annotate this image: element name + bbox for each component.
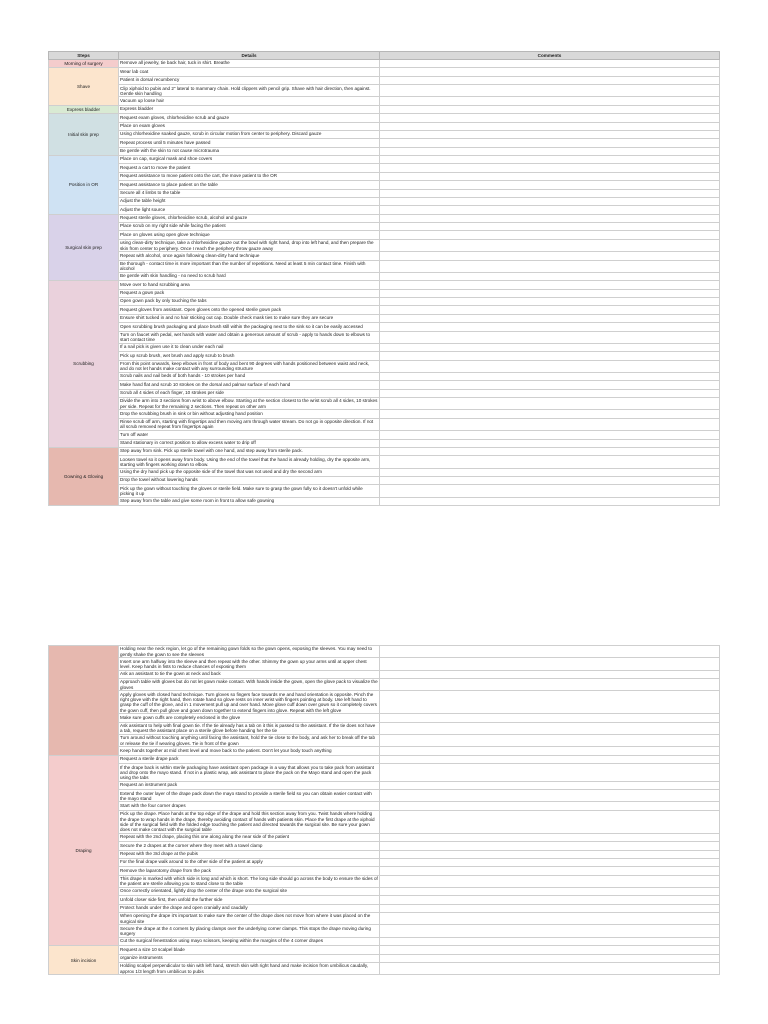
table-row xyxy=(49,714,720,722)
table-row xyxy=(49,85,720,97)
comments-cell[interactable] xyxy=(380,76,720,84)
comments-cell[interactable] xyxy=(380,181,720,189)
details-cell[interactable]: Pick up scrub brush, wet brush and apply scrub to brush xyxy=(119,352,380,360)
table-row xyxy=(49,875,720,887)
details-cell[interactable]: Protect hands under the drape and open cranially and caudally xyxy=(119,904,380,912)
table-row xyxy=(49,398,720,410)
details-cell[interactable]: Start with the four corner drapes xyxy=(119,802,380,810)
details-cell[interactable]: Request assistance to move patient onto the cart, the move patient to the OR xyxy=(119,172,380,180)
details-cell[interactable]: Place scrub on my right side while facing the patient xyxy=(119,223,380,231)
details-cell[interactable]: Rinse scrub off arm, starting with fingertips and then moving arm through water stream. Do not go in opposite direction. If not all scrub removed repeat from fingertips again xyxy=(119,418,380,430)
comments-cell[interactable] xyxy=(380,722,720,734)
details-cell[interactable]: Clip xiphoid to pubis and 2" lateral to mammary chain. Hold clippers with pencil grip. Shave with hair direction, then against. Gentle skin handling xyxy=(119,85,380,97)
comments-cell[interactable] xyxy=(380,314,720,322)
comments-cell[interactable] xyxy=(380,352,720,360)
comments-cell[interactable] xyxy=(380,231,720,239)
column-header-steps[interactable]: Steps xyxy=(49,52,119,60)
details-cell[interactable]: Extend the outer layer of the drape pack down the mayo stand to provide a sterile field so you can obtain easier contact with the mayo stand xyxy=(119,790,380,802)
details-cell[interactable]: Holding scalpel perpendicular to skin with left hand, stretch skin with right hand and make incision from umbilicus caudally, approx 1/3 length from umbilicus to pubis xyxy=(119,962,380,974)
details-cell[interactable]: Stand stationary in correct position to allow excess water to drip off xyxy=(119,439,380,447)
comments-cell[interactable] xyxy=(380,272,720,280)
details-cell[interactable]: Turn around without touching anything until facing the assistant, hold the tie close to the body, and ask her to break off the tab or release the tie if wearing gloves. Tie in front of the gown xyxy=(119,735,380,747)
details-cell[interactable]: Be gentle with skin handling - no need to scrub hard xyxy=(119,272,380,280)
table-row xyxy=(49,189,720,197)
table-row xyxy=(49,937,720,945)
procedure-table-page-2 xyxy=(48,645,720,975)
table-row xyxy=(49,289,720,297)
table-row xyxy=(49,272,720,280)
table-row xyxy=(49,810,720,833)
comments-cell[interactable] xyxy=(380,372,720,380)
details-cell[interactable]: Drop the scrubbing brush in sink or bin without adjusting hand position xyxy=(119,410,380,418)
step-cell[interactable]: Initial skin prep xyxy=(49,114,119,156)
table-row xyxy=(49,431,720,439)
details-cell[interactable]: Request sterile gloves, chlorhexidine scrub, alcohol and gauze xyxy=(119,214,380,222)
comments-cell[interactable] xyxy=(380,887,720,895)
details-cell[interactable]: Turn on faucet with pedal, wet hands with water and obtain a generous amount of scrub - apply to hands down to elbows to start contact time xyxy=(119,331,380,343)
table-row xyxy=(49,197,720,205)
comments-cell[interactable] xyxy=(380,833,720,841)
details-cell[interactable]: Place on gloves using open glove technique xyxy=(119,231,380,239)
details-cell[interactable]: Request an instrument pack xyxy=(119,781,380,789)
table-body xyxy=(49,646,720,975)
table-row xyxy=(49,456,720,468)
details-cell[interactable]: organize instruments xyxy=(119,954,380,962)
comments-cell[interactable] xyxy=(380,289,720,297)
step-cell[interactable]: Surgical skin prep xyxy=(49,214,119,281)
details-cell[interactable]: Wear lab coat xyxy=(119,68,380,76)
table-header-row xyxy=(49,52,720,60)
comments-cell[interactable] xyxy=(380,223,720,231)
comments-cell[interactable] xyxy=(380,954,720,962)
table-row xyxy=(49,314,720,322)
details-cell[interactable]: Pick up the gown without touching the gloves or sterile field. Make sure to grasp the gown fully so it doesn't unfold while picking it up xyxy=(119,485,380,497)
table-row xyxy=(49,790,720,802)
comments-cell[interactable] xyxy=(380,252,720,260)
comments-cell[interactable] xyxy=(380,810,720,833)
table-row xyxy=(49,352,720,360)
step-cell[interactable]: Gowning & Gloving xyxy=(49,447,119,505)
column-header-comments[interactable]: Comments xyxy=(380,52,720,60)
comments-cell[interactable] xyxy=(380,197,720,205)
comments-cell[interactable] xyxy=(380,323,720,331)
details-cell[interactable]: Be gentle with the skin to not cause microtrauma xyxy=(119,147,380,155)
table-row xyxy=(49,360,720,372)
table-row xyxy=(49,887,720,895)
details-cell[interactable]: Using chlorhexidine soaked gauze, scrub in circular motion from center to periphery. Discard gauze xyxy=(119,130,380,138)
details-cell[interactable]: From this point onwards, keep elbows in front of body and bent 90 degrees with hands positioned between waist and neck, and do not let hands make contact with any surrounding structure xyxy=(119,360,380,372)
comments-cell[interactable] xyxy=(380,658,720,670)
table-row xyxy=(49,323,720,331)
details-cell[interactable]: Cut the surgical fenestration using mayo scissors, keeping within the margins of the 4 corner drapes xyxy=(119,937,380,945)
table-row xyxy=(49,946,720,954)
comments-cell[interactable] xyxy=(380,156,720,164)
table-row xyxy=(49,850,720,858)
table-row xyxy=(49,646,720,658)
table-row xyxy=(49,164,720,172)
comments-cell[interactable] xyxy=(380,913,720,925)
table-row xyxy=(49,867,720,875)
details-cell[interactable]: Scrub all 4 sides of each finger, 10 strokes per side xyxy=(119,389,380,397)
comments-cell[interactable] xyxy=(380,842,720,850)
table-row xyxy=(49,331,720,343)
table-row xyxy=(49,447,720,455)
table-row xyxy=(49,372,720,380)
details-cell[interactable]: Request gloves from assistant. Open gloves onto the opened sterile gown pack xyxy=(119,306,380,314)
procedure-table-page-1 xyxy=(48,51,720,506)
comments-cell[interactable] xyxy=(380,298,720,306)
table-row xyxy=(49,306,720,314)
step-cell[interactable]: Scrubbing xyxy=(49,281,119,448)
table-row xyxy=(49,904,720,912)
table-row xyxy=(49,858,720,866)
table-row xyxy=(49,439,720,447)
details-cell[interactable]: Scrub nails and nail beds of both hands - 10 strokes per hand xyxy=(119,372,380,380)
table-row xyxy=(49,114,720,122)
details-cell[interactable]: Keep hands together at mid chest level and move back to the patient. Don't let your body touch anything xyxy=(119,747,380,755)
comments-cell[interactable] xyxy=(380,962,720,974)
step-cell[interactable]: Skin incision xyxy=(49,946,119,975)
comments-cell[interactable] xyxy=(380,122,720,130)
table-row xyxy=(49,410,720,418)
table-row xyxy=(49,802,720,810)
details-cell[interactable]: Apply gloves with closed hand technique. Turn gloves so fingers face towards me and hand orientation is opposite. Pinch the right glove with the right hand, then rotate hand so glove rests on inner wrist with fingers pointing at body. Use left hand to grasp the cuff of the glove, and in 1 movement pull up and over hand. Move glove cuff down over gown so it completely covers the gown cuff, then pull glove and gown down together to extend fingers into glove. Repeat with the left glove xyxy=(119,691,380,714)
comments-cell[interactable] xyxy=(380,875,720,887)
table-row xyxy=(49,60,720,68)
step-cell[interactable]: Morning of surgery xyxy=(49,60,119,68)
comments-cell[interactable] xyxy=(380,331,720,343)
details-cell[interactable]: Loosen towel so it opens away from body. Using the end of the towel that the hand is already holding, dry the opposite arm, starting with fingers working down to elbow. xyxy=(119,456,380,468)
table-row xyxy=(49,260,720,272)
comments-cell[interactable] xyxy=(380,735,720,747)
comments-cell[interactable] xyxy=(380,714,720,722)
table-row xyxy=(49,962,720,974)
details-cell[interactable]: Turn off water xyxy=(119,431,380,439)
comments-cell[interactable] xyxy=(380,85,720,97)
details-cell[interactable]: Request assistance to place patient on the table xyxy=(119,181,380,189)
table-row xyxy=(49,252,720,260)
comments-cell[interactable] xyxy=(380,904,720,912)
details-cell[interactable]: Patient in dorsal recumbency xyxy=(119,76,380,84)
table-row xyxy=(49,913,720,925)
comments-cell[interactable] xyxy=(380,97,720,105)
comments-cell[interactable] xyxy=(380,477,720,485)
table-row xyxy=(49,147,720,155)
table-row xyxy=(49,381,720,389)
table-body xyxy=(49,60,720,506)
table-row xyxy=(49,231,720,239)
details-cell[interactable]: Make sure gown cuffs are completely enclosed in the glove xyxy=(119,714,380,722)
details-cell[interactable]: Unfold closer side first, then unfold the further side xyxy=(119,896,380,904)
comments-cell[interactable] xyxy=(380,172,720,180)
table-row xyxy=(49,139,720,147)
comments-cell[interactable] xyxy=(380,679,720,691)
comments-cell[interactable] xyxy=(380,214,720,222)
comments-cell[interactable] xyxy=(380,790,720,802)
details-cell[interactable]: This drape is marked with which side is long and which is short. The long side should go across the body to ensure the sides of the patient are sterile allowing you to stand close to the table xyxy=(120,876,378,887)
comments-cell[interactable] xyxy=(380,343,720,351)
table-row xyxy=(49,76,720,84)
table-row xyxy=(49,156,720,164)
comments-cell[interactable] xyxy=(380,189,720,197)
table-row xyxy=(49,658,720,670)
details-cell[interactable]: Repeat with the 3rd drape at the pubis xyxy=(119,850,380,858)
comments-cell[interactable] xyxy=(380,398,720,410)
table-row xyxy=(49,68,720,76)
comments-cell[interactable] xyxy=(380,456,720,468)
comments-cell[interactable] xyxy=(380,164,720,172)
comments-cell[interactable] xyxy=(380,468,720,476)
comments-cell[interactable] xyxy=(380,60,720,68)
details-cell[interactable]: Using the dry hand pick up the opposite side of the towel that was not used and dry the second arm xyxy=(119,468,380,476)
comments-cell[interactable] xyxy=(380,802,720,810)
details-cell[interactable]: Request a sterile drape pack xyxy=(119,755,380,763)
comments-cell[interactable] xyxy=(380,867,720,875)
comments-cell[interactable] xyxy=(380,447,720,455)
table-row xyxy=(49,954,720,962)
comments-cell[interactable] xyxy=(380,781,720,789)
table-row xyxy=(49,477,720,485)
table-row xyxy=(49,105,720,113)
details-cell[interactable]: Request a cart to move the patient xyxy=(119,164,380,172)
details-cell[interactable]: Make hand flat and scrub 10 strokes on the dorsal and palmar surface of each hand xyxy=(119,381,380,389)
comments-cell[interactable] xyxy=(380,139,720,147)
table-row xyxy=(49,281,720,289)
table-row xyxy=(49,97,720,105)
step-cell[interactable]: Shave xyxy=(49,68,119,105)
details-cell[interactable]: Ask assistant to help with final gown tie. If the tie already has a tab on it this is passed to the assistant. If the tie does not have a tab, request the assistant place on a sterile glove before handing her the tie xyxy=(119,722,380,734)
details-cell[interactable]: Open gown pack by only touching the tabs xyxy=(119,298,380,306)
details-cell[interactable]: Repeat with alcohol, once again following clean-dirty hand technique xyxy=(119,252,380,260)
table-row xyxy=(49,389,720,397)
details-cell[interactable]: Open scrubbing brush packaging and place brush still within the packaging next to the sink so it can be easily accessed xyxy=(119,323,380,331)
details-cell[interactable]: Repeat with the 2nd drape, placing this one along along the near side of the patient xyxy=(119,833,380,841)
comments-cell[interactable] xyxy=(380,850,720,858)
table-row xyxy=(49,781,720,789)
details-cell[interactable]: Place on exam gloves xyxy=(119,122,380,130)
details-cell[interactable]: Be thorough - contact time is more important than the number of repetitions. Need at least 5 min contact time. Finish with alcohol xyxy=(119,260,380,272)
comments-cell[interactable] xyxy=(380,68,720,76)
table-row xyxy=(49,468,720,476)
comments-cell[interactable] xyxy=(380,147,720,155)
table-row xyxy=(49,679,720,691)
table-row xyxy=(49,206,720,214)
details-cell[interactable]: Secure all 4 limbs to the table xyxy=(119,189,380,197)
details-cell[interactable]: Request a gown pack xyxy=(119,289,380,297)
details-cell[interactable]: When opening the drape it's important to make sure the center of the drape does not move from where it was placed on the surgical site xyxy=(119,913,380,925)
details-cell[interactable]: Remove the laparotomy drape from the pack xyxy=(119,867,380,875)
details-cell[interactable]: Step away from the table and give some room in front to allow safe gowning xyxy=(119,497,380,505)
comments-cell[interactable] xyxy=(380,206,720,214)
table-row xyxy=(49,691,720,714)
comments-cell[interactable] xyxy=(380,485,720,497)
details-cell[interactable]: Ensure shirt tucked in and no hair sticking out cap. Double check mask ties to make sure they are secure xyxy=(119,314,380,322)
table-row xyxy=(49,670,720,678)
comments-cell[interactable] xyxy=(380,646,720,658)
comments-cell[interactable] xyxy=(380,306,720,314)
details-cell[interactable]: Vacuum up loose hair xyxy=(119,97,380,105)
details-cell[interactable]: Secure the drape at the 4 corners by placing clamps over the underlying corner clamps. This stops the drape moving during surgery xyxy=(119,925,380,937)
comments-cell[interactable] xyxy=(380,670,720,678)
comments-cell[interactable] xyxy=(380,896,720,904)
comments-cell[interactable] xyxy=(380,105,720,113)
table-row xyxy=(49,223,720,231)
details-cell[interactable]: If a nail pick is given use it to clean under each nail xyxy=(119,343,380,351)
details-cell[interactable]: Adjust the table height xyxy=(119,197,380,205)
comments-cell[interactable] xyxy=(380,114,720,122)
table-row xyxy=(49,343,720,351)
details-cell[interactable]: Express bladder xyxy=(119,105,380,113)
comments-cell[interactable] xyxy=(380,747,720,755)
comments-cell[interactable] xyxy=(380,937,720,945)
table-row xyxy=(49,181,720,189)
details-cell[interactable]: Pick up the drape. Place hands at the top edge of the drape and hold this section away from you. Twist hands where holding the drape to wrap hands in the drape, thereby avoiding contact of hands with patients skin. Place the first drape at the xiphoid side of the surgical field with the folded edge touching the patient and directed towards the surgical site. Be sure your gown does not make contact with the surgical table xyxy=(119,810,380,833)
comments-cell[interactable] xyxy=(380,858,720,866)
details-cell[interactable]: Holding near the neck region, let go of the remaining gown folds so the gown opens, exposing the sleeves. You may need to gently shake the gown to see the sleeves xyxy=(119,646,380,658)
details-cell[interactable]: Insert one arm halfway into the sleeve and then repeat with the other. Shimmy the gown up your arms until at upper chest level. Keep hands in fists to reduce chances of exposing them xyxy=(119,658,380,670)
comments-cell[interactable] xyxy=(380,381,720,389)
comments-cell[interactable] xyxy=(380,239,720,251)
details-cell[interactable]: using clean-dirty technique, take a chlorhexidine gauze out the bowl with right hand, drop into left hand, and then prepare the skin from center to periphery. Once I reach the periphery throw gauze away xyxy=(119,239,380,251)
comments-cell[interactable] xyxy=(380,439,720,447)
comments-cell[interactable] xyxy=(380,260,720,272)
table-row xyxy=(49,747,720,755)
table-row xyxy=(49,842,720,850)
table-row xyxy=(49,764,720,782)
details-cell[interactable]: Once correctly orientated, lightly drop the center of the drape onto the surgical site xyxy=(119,887,380,895)
details-cell[interactable]: Approach table with gloves but do not let gown make contact. With hands inside the gown, open the glove pack to visualize the gloves xyxy=(120,679,378,690)
step-cell[interactable]: Draping xyxy=(49,755,119,945)
details-cell[interactable]: Divide the arm into 3 sections from wrist to above elbow. Starting at the section closest to the wrist scrub all 4 sides, 10 strokes per side. Repeat for the remaining 2 sections. Then repeat on other arm xyxy=(119,398,380,410)
comments-cell[interactable] xyxy=(380,360,720,372)
details-cell[interactable]: Drop the towel without lowering hands xyxy=(119,477,380,485)
table-row xyxy=(49,925,720,937)
table-row xyxy=(49,735,720,747)
table-row xyxy=(49,214,720,222)
comments-cell[interactable] xyxy=(380,281,720,289)
comments-cell[interactable] xyxy=(380,130,720,138)
details-cell[interactable]: Move over to hand scrubbing area xyxy=(119,281,380,289)
details-cell[interactable]: Ask an assistant to tie the gown at neck and back xyxy=(119,670,380,678)
table-row xyxy=(49,130,720,138)
table-row xyxy=(49,896,720,904)
table-row xyxy=(49,418,720,430)
step-cell[interactable] xyxy=(49,646,119,756)
table-row xyxy=(49,239,720,251)
details-cell[interactable]: Repeat process until 5 minutes have passed xyxy=(119,139,380,147)
details-cell[interactable]: If the drape back is within sterile packaging have assistant open package in a way that allows you to take pack from assistant and drop onto the mayo stand. If not in a plastic wrap, ask assistant to place the pack on the Mayo stand and open the pack using the tabs xyxy=(119,764,380,782)
comments-cell[interactable] xyxy=(380,764,720,782)
comments-cell[interactable] xyxy=(380,497,720,505)
table-row xyxy=(49,298,720,306)
table-row xyxy=(49,722,720,734)
comments-cell[interactable] xyxy=(380,925,720,937)
step-cell[interactable]: Position in OR xyxy=(49,156,119,215)
details-cell[interactable]: Request a size 10 scalpel blade xyxy=(119,946,380,954)
table-row xyxy=(49,485,720,497)
details-cell[interactable]: For the final drape walk around to the other side of the patient at apply xyxy=(119,858,380,866)
table-row xyxy=(49,497,720,505)
details-cell[interactable]: Adjust the light source xyxy=(119,206,380,214)
table-row xyxy=(49,755,720,763)
comments-cell[interactable] xyxy=(380,946,720,954)
comments-cell[interactable] xyxy=(380,755,720,763)
comments-cell[interactable] xyxy=(380,431,720,439)
comments-cell[interactable] xyxy=(380,389,720,397)
comments-cell[interactable] xyxy=(380,418,720,430)
comments-cell[interactable] xyxy=(380,691,720,714)
table-row xyxy=(49,122,720,130)
step-cell[interactable]: Express bladder xyxy=(49,105,119,113)
details-cell[interactable]: Request exam gloves, chlorhexidine scrub and gauze xyxy=(119,114,380,122)
table-row xyxy=(49,172,720,180)
details-cell[interactable]: Secure the 2 drapes at the corner where they meet with a towel clamp xyxy=(119,842,380,850)
column-header-details[interactable]: Details xyxy=(119,52,380,60)
details-cell[interactable]: Remove all jewelry, tie back hair, tuck in shirt. Breathe xyxy=(119,60,380,68)
table-row xyxy=(49,833,720,841)
details-cell[interactable]: Place on cap, surgical mask and shoe covers xyxy=(119,156,380,164)
details-cell[interactable]: Step away from sink. Pick up sterile towel with one hand, and step away from sterile pack. xyxy=(119,447,380,455)
comments-cell[interactable] xyxy=(380,410,720,418)
